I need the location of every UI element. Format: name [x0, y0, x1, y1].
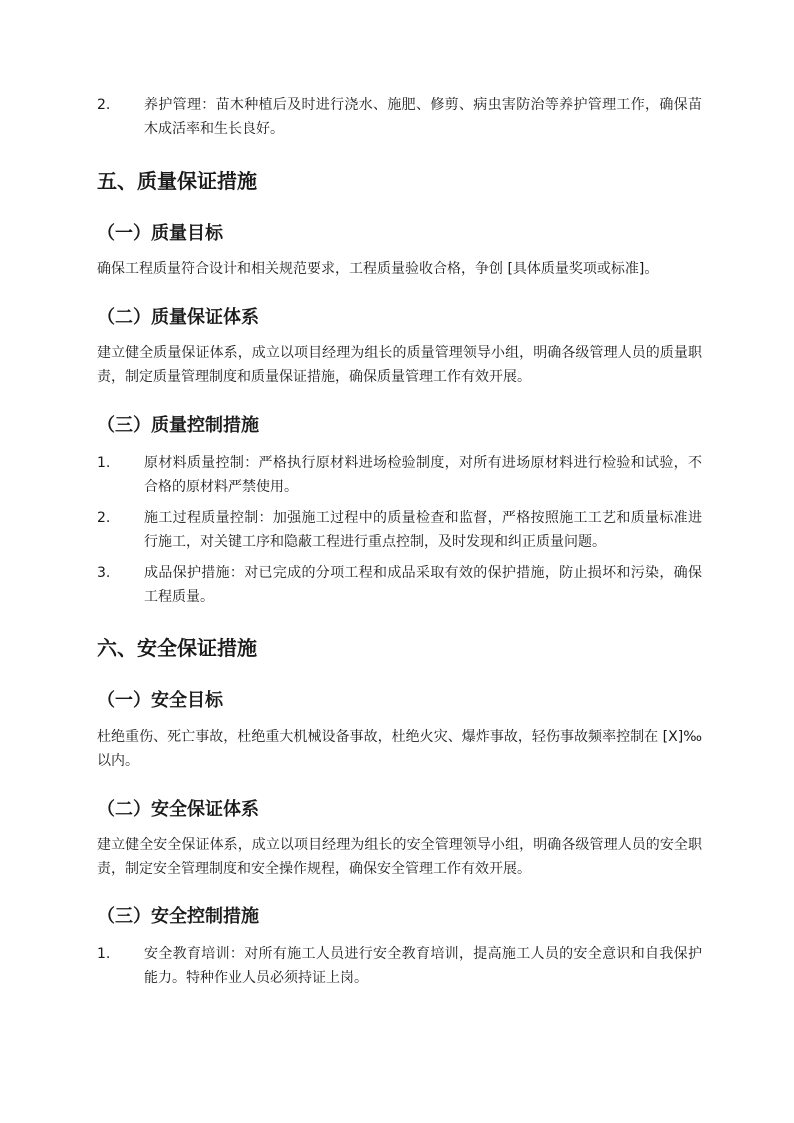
list-number: 2.: [97, 97, 111, 113]
list-item: [97, 451, 702, 499]
subsection-heading: （一）安全目标: [97, 690, 223, 711]
paragraph: 杜绝重伤、死亡事故，杜绝重大机械设备事故，杜绝火灾、爆炸事故，轻伤事故频率控制在 [X]‰以内。: [97, 729, 702, 769]
section-heading: 五、质量保证措施: [97, 169, 257, 193]
list-text: 安全教育培训：对所有施工人员进行安全教育培训，提高施工人员的安全意识和自我保护能力。特种作业人员必须持证上岗。: [144, 946, 702, 986]
subsection-heading: （三）安全控制措施: [97, 906, 259, 927]
subsection-heading: （二）质量保证体系: [97, 307, 259, 328]
paragraph: 建立健全安全保证体系，成立以项目经理为组长的安全管理领导小组，明确各级管理人员的安全职责，制定安全管理制度和安全操作规程，确保安全管理工作有效开展。: [97, 837, 702, 877]
list-item: [97, 93, 702, 141]
list-number: 1.: [97, 946, 111, 962]
list-item: [97, 506, 702, 554]
paragraph: 确保工程质量符合设计和相关规范要求，工程质量验收合格，争创 [具体质量奖项或标准]。: [97, 261, 659, 277]
list-text: 养护管理：苗木种植后及时进行浇水、施肥、修剪、病虫害防治等养护管理工作，确保苗木成活率和生长良好。: [144, 97, 702, 137]
list-item: [97, 942, 702, 990]
list-text: 原材料质量控制：严格执行原材料进场检验制度，对所有进场原材料进行检验和试验，不合格的原材料严禁使用。: [144, 455, 702, 495]
paragraph: 建立健全质量保证体系，成立以项目经理为组长的质量管理领导小组，明确各级管理人员的质量职责，制定质量管理制度和质量保证措施，确保质量管理工作有效开展。: [97, 345, 702, 385]
subsection-heading: （一）质量目标: [97, 223, 223, 244]
list-text: 成品保护措施：对已完成的分项工程和成品采取有效的保护措施，防止损坏和污染，确保工程质量。: [144, 565, 702, 605]
list-text: 施工过程质量控制：加强施工过程中的质量检查和监督，严格按照施工工艺和质量标准进行施工，对关键工序和隐蔽工程进行重点控制，及时发现和纠正质量问题。: [144, 510, 702, 550]
section-heading: 六、安全保证措施: [97, 636, 257, 660]
subsection-heading: （二）安全保证体系: [97, 799, 259, 820]
list-number: 3.: [97, 565, 111, 581]
list-number: 1.: [97, 455, 111, 471]
subsection-heading: （三）质量控制措施: [97, 415, 259, 436]
list-number: 2.: [97, 510, 111, 526]
list-item: [97, 561, 702, 609]
